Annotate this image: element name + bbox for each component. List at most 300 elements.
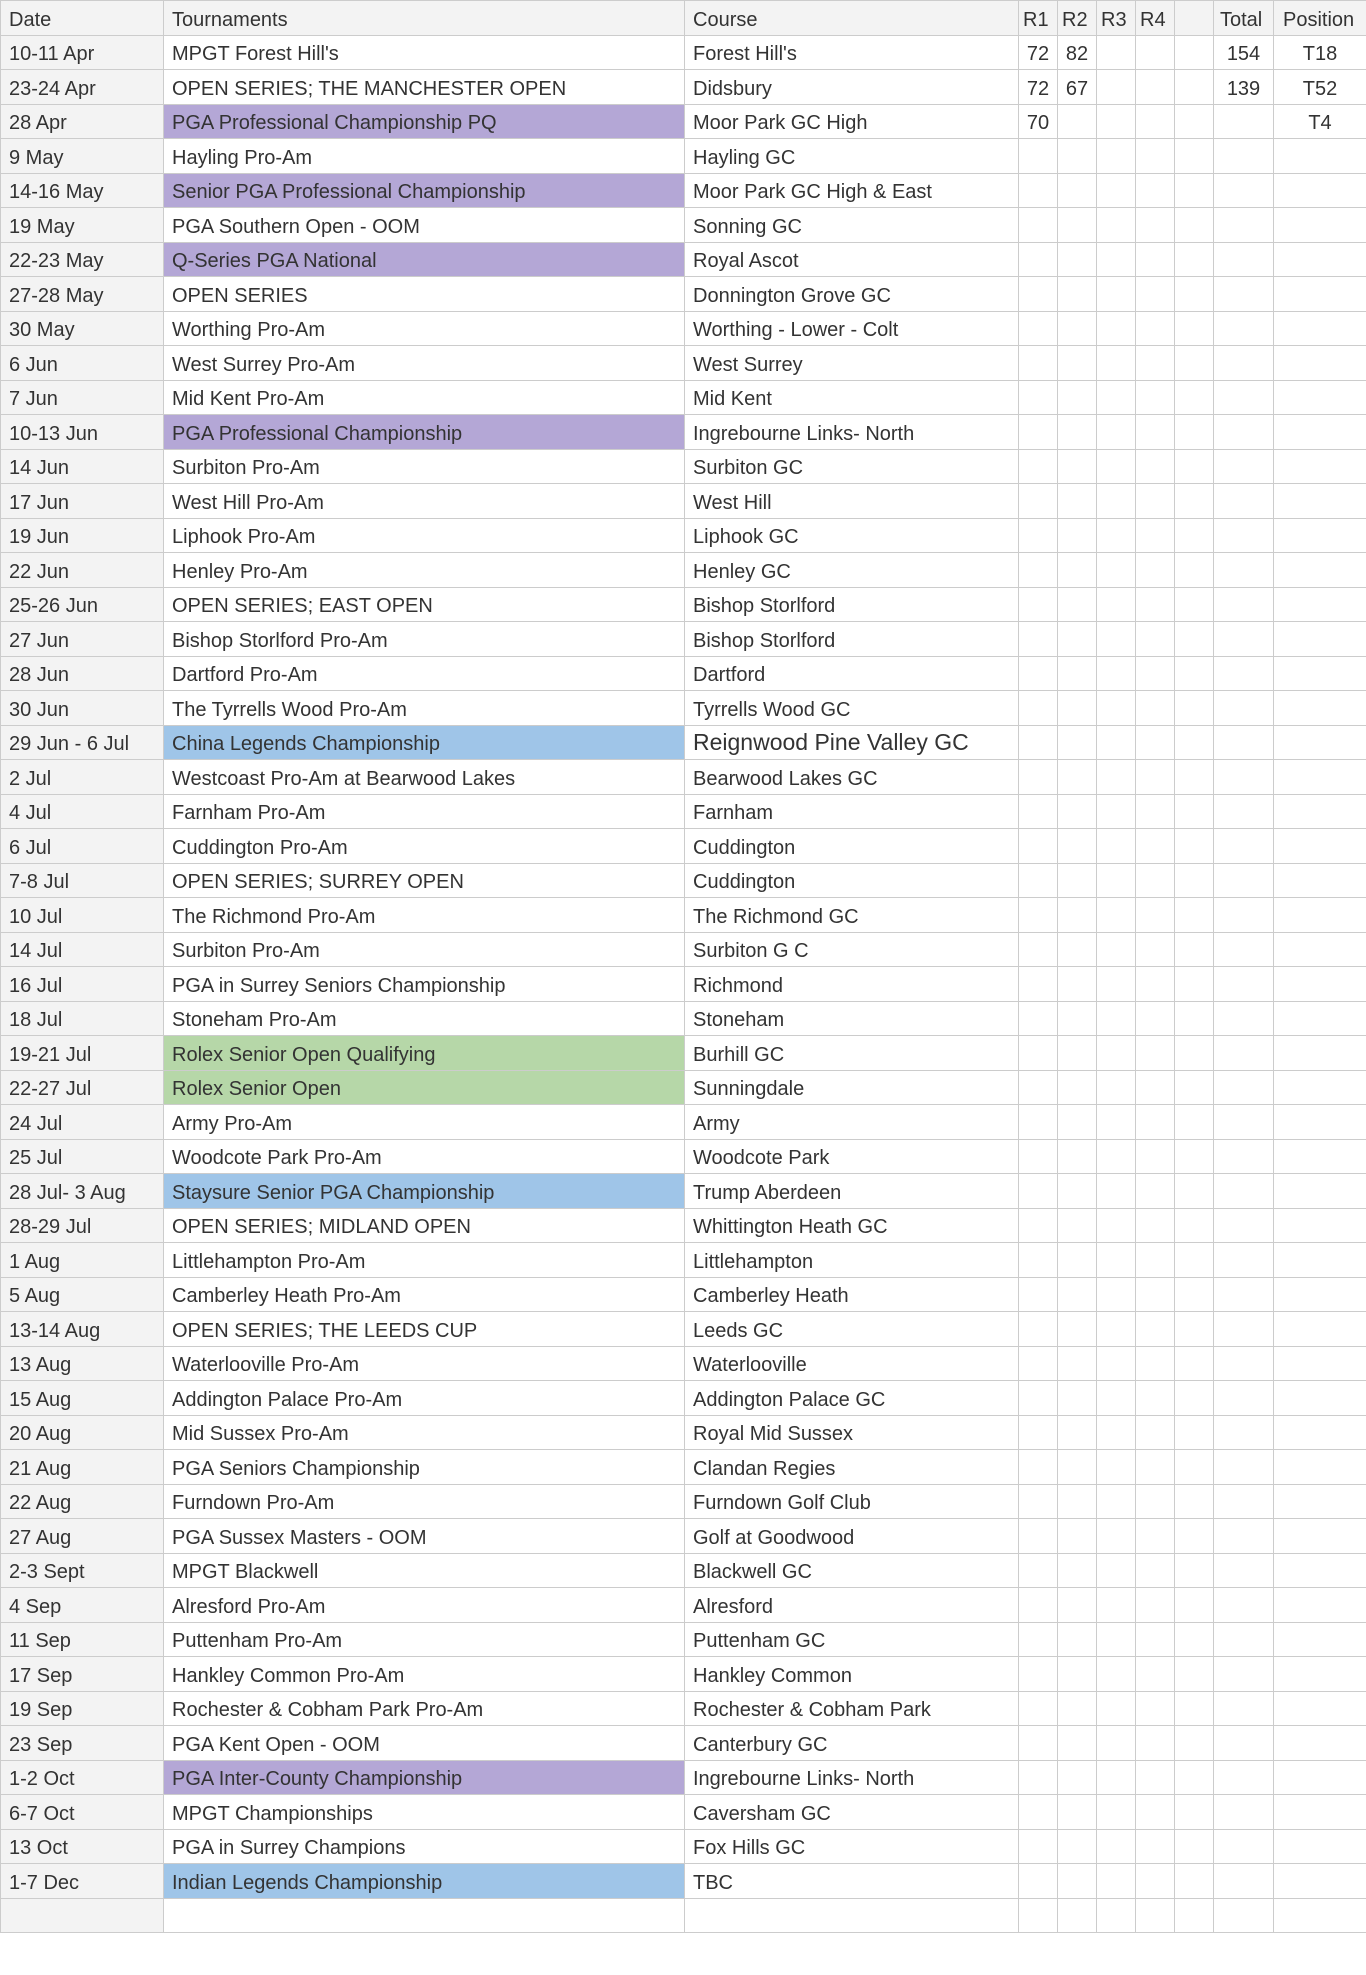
cell-blank[interactable] bbox=[1175, 139, 1214, 174]
cell-course[interactable]: Woodcote Park bbox=[685, 1139, 1019, 1174]
cell-position[interactable] bbox=[1274, 1346, 1366, 1381]
cell-r4[interactable] bbox=[1136, 484, 1175, 519]
cell-tournament[interactable]: Littlehampton Pro-Am bbox=[164, 1243, 685, 1278]
cell-r3[interactable] bbox=[1097, 1243, 1136, 1278]
cell-blank[interactable] bbox=[1175, 1898, 1214, 1933]
cell-r1[interactable] bbox=[1019, 1484, 1058, 1519]
cell-course[interactable]: Surbiton G C bbox=[685, 932, 1019, 967]
cell-total[interactable] bbox=[1214, 208, 1274, 243]
cell-blank[interactable] bbox=[1175, 967, 1214, 1002]
cell-course[interactable]: Stoneham bbox=[685, 1001, 1019, 1036]
cell-position[interactable] bbox=[1274, 449, 1366, 484]
cell-blank[interactable] bbox=[1175, 1726, 1214, 1761]
cell-date[interactable]: 22 Aug bbox=[1, 1484, 164, 1519]
header-blank[interactable] bbox=[1175, 1, 1214, 36]
cell-r2[interactable] bbox=[1058, 553, 1097, 588]
cell-blank[interactable] bbox=[1175, 1208, 1214, 1243]
cell-date[interactable]: 6 Jun bbox=[1, 346, 164, 381]
cell-course[interactable]: Golf at Goodwood bbox=[685, 1519, 1019, 1554]
cell-position[interactable] bbox=[1274, 1208, 1366, 1243]
cell-blank[interactable] bbox=[1175, 277, 1214, 312]
cell-total[interactable] bbox=[1214, 622, 1274, 657]
cell-date[interactable]: 11 Sep bbox=[1, 1622, 164, 1657]
cell-date[interactable]: 27 Jun bbox=[1, 622, 164, 657]
cell-r3[interactable] bbox=[1097, 622, 1136, 657]
cell-tournament[interactable]: Waterlooville Pro-Am bbox=[164, 1346, 685, 1381]
cell-r3[interactable] bbox=[1097, 1760, 1136, 1795]
cell-course[interactable]: Didsbury bbox=[685, 70, 1019, 105]
cell-r2[interactable] bbox=[1058, 1622, 1097, 1657]
cell-r3[interactable] bbox=[1097, 1691, 1136, 1726]
cell-date[interactable]: 13-14 Aug bbox=[1, 1312, 164, 1347]
cell-r4[interactable] bbox=[1136, 311, 1175, 346]
cell-r2[interactable] bbox=[1058, 967, 1097, 1002]
cell-course[interactable]: Addington Palace GC bbox=[685, 1381, 1019, 1416]
cell-r1[interactable] bbox=[1019, 1829, 1058, 1864]
cell-date[interactable]: 27 Aug bbox=[1, 1519, 164, 1554]
cell-total[interactable] bbox=[1214, 898, 1274, 933]
cell-r2[interactable] bbox=[1058, 1519, 1097, 1554]
cell-course[interactable]: Mid Kent bbox=[685, 380, 1019, 415]
cell-date[interactable]: 14 Jul bbox=[1, 932, 164, 967]
cell-total[interactable] bbox=[1214, 104, 1274, 139]
cell-course[interactable]: Rochester & Cobham Park bbox=[685, 1691, 1019, 1726]
cell-position[interactable] bbox=[1274, 1829, 1366, 1864]
cell-r4[interactable] bbox=[1136, 863, 1175, 898]
cell-position[interactable] bbox=[1274, 760, 1366, 795]
cell-r1[interactable] bbox=[1019, 1381, 1058, 1416]
cell-course[interactable]: Littlehampton bbox=[685, 1243, 1019, 1278]
cell-r2[interactable] bbox=[1058, 1760, 1097, 1795]
cell-course[interactable]: Whittington Heath GC bbox=[685, 1208, 1019, 1243]
cell-total[interactable] bbox=[1214, 277, 1274, 312]
cell-total[interactable] bbox=[1214, 863, 1274, 898]
cell-blank[interactable] bbox=[1175, 1553, 1214, 1588]
cell-r2[interactable] bbox=[1058, 1277, 1097, 1312]
cell-r3[interactable] bbox=[1097, 1105, 1136, 1140]
cell-date[interactable]: 30 May bbox=[1, 311, 164, 346]
cell-r3[interactable] bbox=[1097, 1829, 1136, 1864]
cell-blank[interactable] bbox=[1175, 656, 1214, 691]
cell-position[interactable] bbox=[1274, 829, 1366, 864]
cell-position[interactable] bbox=[1274, 1760, 1366, 1795]
cell-r1[interactable] bbox=[1019, 311, 1058, 346]
cell-r4[interactable] bbox=[1136, 449, 1175, 484]
cell-position[interactable] bbox=[1274, 1277, 1366, 1312]
cell-r4[interactable] bbox=[1136, 1415, 1175, 1450]
cell-total[interactable] bbox=[1214, 1588, 1274, 1623]
cell-blank[interactable] bbox=[1175, 1864, 1214, 1899]
cell-course[interactable]: Waterlooville bbox=[685, 1346, 1019, 1381]
cell-r2[interactable] bbox=[1058, 1864, 1097, 1899]
cell-r2[interactable] bbox=[1058, 380, 1097, 415]
cell-r4[interactable] bbox=[1136, 1864, 1175, 1899]
cell-position[interactable]: T18 bbox=[1274, 35, 1366, 70]
cell-r1[interactable] bbox=[1019, 1588, 1058, 1623]
cell-r3[interactable] bbox=[1097, 70, 1136, 105]
cell-r4[interactable] bbox=[1136, 587, 1175, 622]
cell-total[interactable] bbox=[1214, 415, 1274, 450]
header-r2[interactable]: R2 bbox=[1058, 1, 1097, 36]
cell-r3[interactable] bbox=[1097, 1588, 1136, 1623]
cell-r3[interactable] bbox=[1097, 1657, 1136, 1692]
cell-r4[interactable] bbox=[1136, 967, 1175, 1002]
cell-total[interactable] bbox=[1214, 760, 1274, 795]
cell-total[interactable] bbox=[1214, 1070, 1274, 1105]
cell-r2[interactable] bbox=[1058, 1036, 1097, 1071]
cell-blank[interactable] bbox=[1175, 1105, 1214, 1140]
cell-date[interactable]: 28 Jun bbox=[1, 656, 164, 691]
cell-date[interactable]: 22 Jun bbox=[1, 553, 164, 588]
cell-course[interactable]: Royal Mid Sussex bbox=[685, 1415, 1019, 1450]
cell-r4[interactable] bbox=[1136, 1277, 1175, 1312]
cell-position[interactable] bbox=[1274, 1898, 1366, 1933]
cell-r2[interactable] bbox=[1058, 794, 1097, 829]
cell-r3[interactable] bbox=[1097, 104, 1136, 139]
cell-r2[interactable] bbox=[1058, 1829, 1097, 1864]
cell-course[interactable]: Forest Hill's bbox=[685, 35, 1019, 70]
cell-position[interactable] bbox=[1274, 1312, 1366, 1347]
cell-r4[interactable] bbox=[1136, 1070, 1175, 1105]
cell-r3[interactable] bbox=[1097, 1484, 1136, 1519]
cell-position[interactable] bbox=[1274, 1622, 1366, 1657]
cell-date[interactable]: 24 Jul bbox=[1, 1105, 164, 1140]
cell-r3[interactable] bbox=[1097, 173, 1136, 208]
cell-total[interactable] bbox=[1214, 173, 1274, 208]
cell-course[interactable]: Blackwell GC bbox=[685, 1553, 1019, 1588]
cell-r4[interactable] bbox=[1136, 622, 1175, 657]
cell-course[interactable]: Clandan Regies bbox=[685, 1450, 1019, 1485]
cell-r4[interactable] bbox=[1136, 173, 1175, 208]
cell-total[interactable] bbox=[1214, 1036, 1274, 1071]
cell-total[interactable] bbox=[1214, 1553, 1274, 1588]
cell-r3[interactable] bbox=[1097, 1415, 1136, 1450]
cell-tournament[interactable]: Camberley Heath Pro-Am bbox=[164, 1277, 685, 1312]
cell-total[interactable] bbox=[1214, 242, 1274, 277]
cell-r1[interactable] bbox=[1019, 656, 1058, 691]
cell-total[interactable] bbox=[1214, 484, 1274, 519]
cell-r3[interactable] bbox=[1097, 1450, 1136, 1485]
cell-r4[interactable] bbox=[1136, 208, 1175, 243]
cell-blank[interactable] bbox=[1175, 346, 1214, 381]
cell-r3[interactable] bbox=[1097, 656, 1136, 691]
cell-r3[interactable] bbox=[1097, 1381, 1136, 1416]
cell-r1[interactable] bbox=[1019, 553, 1058, 588]
cell-total[interactable] bbox=[1214, 1346, 1274, 1381]
cell-r4[interactable] bbox=[1136, 1519, 1175, 1554]
cell-date[interactable]: 1-7 Dec bbox=[1, 1864, 164, 1899]
cell-position[interactable] bbox=[1274, 1795, 1366, 1830]
cell-total[interactable] bbox=[1214, 1450, 1274, 1485]
cell-date[interactable]: 29 Jun - 6 Jul bbox=[1, 725, 164, 760]
cell-r4[interactable] bbox=[1136, 242, 1175, 277]
cell-blank[interactable] bbox=[1175, 1829, 1214, 1864]
cell-position[interactable] bbox=[1274, 553, 1366, 588]
cell-date[interactable]: 17 Sep bbox=[1, 1657, 164, 1692]
cell-r2[interactable] bbox=[1058, 1381, 1097, 1416]
cell-blank[interactable] bbox=[1175, 622, 1214, 657]
cell-tournament[interactable]: Hayling Pro-Am bbox=[164, 139, 685, 174]
cell-r1[interactable] bbox=[1019, 760, 1058, 795]
cell-tournament[interactable]: Mid Kent Pro-Am bbox=[164, 380, 685, 415]
cell-tournament[interactable]: Surbiton Pro-Am bbox=[164, 932, 685, 967]
cell-blank[interactable] bbox=[1175, 1277, 1214, 1312]
cell-date[interactable]: 2 Jul bbox=[1, 760, 164, 795]
cell-r1[interactable] bbox=[1019, 208, 1058, 243]
cell-position[interactable] bbox=[1274, 415, 1366, 450]
header-r3[interactable]: R3 bbox=[1097, 1, 1136, 36]
cell-blank[interactable] bbox=[1175, 863, 1214, 898]
cell-blank[interactable] bbox=[1175, 587, 1214, 622]
cell-r1[interactable] bbox=[1019, 725, 1058, 760]
cell-blank[interactable] bbox=[1175, 311, 1214, 346]
cell-r3[interactable] bbox=[1097, 932, 1136, 967]
cell-tournament[interactable]: OPEN SERIES; EAST OPEN bbox=[164, 587, 685, 622]
cell-date[interactable]: 9 May bbox=[1, 139, 164, 174]
cell-course[interactable]: Cuddington bbox=[685, 863, 1019, 898]
cell-position[interactable] bbox=[1274, 898, 1366, 933]
cell-course[interactable]: Puttenham GC bbox=[685, 1622, 1019, 1657]
cell-tournament[interactable]: OPEN SERIES; SURREY OPEN bbox=[164, 863, 685, 898]
cell-r2[interactable] bbox=[1058, 725, 1097, 760]
cell-tournament[interactable]: MPGT Blackwell bbox=[164, 1553, 685, 1588]
cell-r2[interactable] bbox=[1058, 1795, 1097, 1830]
cell-total[interactable] bbox=[1214, 1208, 1274, 1243]
cell-date[interactable]: 14-16 May bbox=[1, 173, 164, 208]
cell-tournament[interactable]: The Tyrrells Wood Pro-Am bbox=[164, 691, 685, 726]
cell-tournament[interactable]: Surbiton Pro-Am bbox=[164, 449, 685, 484]
cell-date[interactable]: 25 Jul bbox=[1, 1139, 164, 1174]
cell-date[interactable]: 6-7 Oct bbox=[1, 1795, 164, 1830]
cell-total[interactable] bbox=[1214, 311, 1274, 346]
header-tournaments[interactable]: Tournaments bbox=[164, 1, 685, 36]
cell-course[interactable]: Reignwood Pine Valley GC bbox=[685, 725, 1019, 760]
cell-blank[interactable] bbox=[1175, 1346, 1214, 1381]
cell-blank[interactable] bbox=[1175, 1484, 1214, 1519]
cell-r1[interactable] bbox=[1019, 484, 1058, 519]
cell-date[interactable]: 13 Oct bbox=[1, 1829, 164, 1864]
cell-r1[interactable]: 70 bbox=[1019, 104, 1058, 139]
cell-r3[interactable] bbox=[1097, 898, 1136, 933]
cell-r2[interactable] bbox=[1058, 139, 1097, 174]
cell-r2[interactable] bbox=[1058, 1450, 1097, 1485]
cell-position[interactable] bbox=[1274, 1553, 1366, 1588]
cell-tournament[interactable]: Henley Pro-Am bbox=[164, 553, 685, 588]
header-r4[interactable]: R4 bbox=[1136, 1, 1175, 36]
cell-total[interactable] bbox=[1214, 518, 1274, 553]
cell-blank[interactable] bbox=[1175, 829, 1214, 864]
cell-r2[interactable] bbox=[1058, 484, 1097, 519]
cell-position[interactable] bbox=[1274, 932, 1366, 967]
cell-blank[interactable] bbox=[1175, 1657, 1214, 1692]
cell-date[interactable]: 10-11 Apr bbox=[1, 35, 164, 70]
cell-tournament[interactable]: Dartford Pro-Am bbox=[164, 656, 685, 691]
cell-tournament[interactable]: Senior PGA Professional Championship bbox=[164, 173, 685, 208]
cell-date[interactable]: 17 Jun bbox=[1, 484, 164, 519]
cell-total[interactable] bbox=[1214, 1484, 1274, 1519]
cell-r3[interactable] bbox=[1097, 518, 1136, 553]
cell-r4[interactable] bbox=[1136, 760, 1175, 795]
cell-tournament[interactable]: Farnham Pro-Am bbox=[164, 794, 685, 829]
cell-position[interactable] bbox=[1274, 518, 1366, 553]
cell-position[interactable] bbox=[1274, 346, 1366, 381]
cell-blank[interactable] bbox=[1175, 1139, 1214, 1174]
cell-course[interactable]: Army bbox=[685, 1105, 1019, 1140]
cell-course[interactable]: West Hill bbox=[685, 484, 1019, 519]
cell-r2[interactable] bbox=[1058, 1312, 1097, 1347]
cell-blank[interactable] bbox=[1175, 1450, 1214, 1485]
cell-total[interactable] bbox=[1214, 1864, 1274, 1899]
cell-position[interactable] bbox=[1274, 794, 1366, 829]
cell-total[interactable] bbox=[1214, 346, 1274, 381]
cell-r1[interactable] bbox=[1019, 691, 1058, 726]
cell-position[interactable] bbox=[1274, 242, 1366, 277]
cell-tournament[interactable]: Mid Sussex Pro-Am bbox=[164, 1415, 685, 1450]
cell-blank[interactable] bbox=[1175, 1381, 1214, 1416]
cell-course[interactable]: Dartford bbox=[685, 656, 1019, 691]
cell-tournament[interactable]: PGA in Surrey Seniors Championship bbox=[164, 967, 685, 1002]
cell-tournament[interactable]: Woodcote Park Pro-Am bbox=[164, 1139, 685, 1174]
cell-date[interactable]: 16 Jul bbox=[1, 967, 164, 1002]
cell-r2[interactable] bbox=[1058, 311, 1097, 346]
cell-r4[interactable] bbox=[1136, 1001, 1175, 1036]
cell-tournament[interactable]: Rochester & Cobham Park Pro-Am bbox=[164, 1691, 685, 1726]
cell-total[interactable] bbox=[1214, 1691, 1274, 1726]
cell-date[interactable]: 13 Aug bbox=[1, 1346, 164, 1381]
cell-r4[interactable] bbox=[1136, 1795, 1175, 1830]
cell-r1[interactable]: 72 bbox=[1019, 35, 1058, 70]
cell-total[interactable] bbox=[1214, 553, 1274, 588]
cell-r2[interactable] bbox=[1058, 1415, 1097, 1450]
cell-r2[interactable] bbox=[1058, 1588, 1097, 1623]
cell-date[interactable]: 1 Aug bbox=[1, 1243, 164, 1278]
cell-total[interactable] bbox=[1214, 967, 1274, 1002]
cell-date[interactable]: 15 Aug bbox=[1, 1381, 164, 1416]
cell-position[interactable]: T4 bbox=[1274, 104, 1366, 139]
cell-position[interactable] bbox=[1274, 1484, 1366, 1519]
cell-tournament[interactable] bbox=[164, 1898, 685, 1933]
header-position[interactable]: Position bbox=[1274, 1, 1366, 36]
cell-blank[interactable] bbox=[1175, 725, 1214, 760]
cell-course[interactable]: Hayling GC bbox=[685, 139, 1019, 174]
cell-tournament[interactable]: Stoneham Pro-Am bbox=[164, 1001, 685, 1036]
cell-r2[interactable] bbox=[1058, 104, 1097, 139]
cell-r4[interactable] bbox=[1136, 1243, 1175, 1278]
cell-r2[interactable] bbox=[1058, 656, 1097, 691]
cell-r3[interactable] bbox=[1097, 139, 1136, 174]
cell-total[interactable] bbox=[1214, 1795, 1274, 1830]
cell-r1[interactable] bbox=[1019, 1553, 1058, 1588]
cell-course[interactable]: TBC bbox=[685, 1864, 1019, 1899]
cell-position[interactable] bbox=[1274, 1864, 1366, 1899]
cell-course[interactable]: Bishop Storlford bbox=[685, 587, 1019, 622]
cell-r1[interactable] bbox=[1019, 1657, 1058, 1692]
cell-total[interactable] bbox=[1214, 1105, 1274, 1140]
cell-r4[interactable] bbox=[1136, 1105, 1175, 1140]
cell-r3[interactable] bbox=[1097, 35, 1136, 70]
cell-r4[interactable] bbox=[1136, 1622, 1175, 1657]
cell-position[interactable] bbox=[1274, 622, 1366, 657]
cell-position[interactable] bbox=[1274, 1381, 1366, 1416]
cell-course[interactable]: Bearwood Lakes GC bbox=[685, 760, 1019, 795]
cell-blank[interactable] bbox=[1175, 691, 1214, 726]
cell-r4[interactable] bbox=[1136, 346, 1175, 381]
cell-r3[interactable] bbox=[1097, 1001, 1136, 1036]
cell-r4[interactable] bbox=[1136, 1312, 1175, 1347]
cell-date[interactable]: 19-21 Jul bbox=[1, 1036, 164, 1071]
cell-course[interactable]: Richmond bbox=[685, 967, 1019, 1002]
cell-blank[interactable] bbox=[1175, 484, 1214, 519]
cell-position[interactable] bbox=[1274, 139, 1366, 174]
cell-r1[interactable] bbox=[1019, 449, 1058, 484]
cell-date[interactable]: 27-28 May bbox=[1, 277, 164, 312]
cell-tournament[interactable]: OPEN SERIES; MIDLAND OPEN bbox=[164, 1208, 685, 1243]
cell-r3[interactable] bbox=[1097, 449, 1136, 484]
cell-course[interactable]: Cuddington bbox=[685, 829, 1019, 864]
cell-r2[interactable] bbox=[1058, 208, 1097, 243]
cell-r1[interactable] bbox=[1019, 518, 1058, 553]
cell-r4[interactable] bbox=[1136, 794, 1175, 829]
cell-blank[interactable] bbox=[1175, 1174, 1214, 1209]
cell-tournament[interactable]: Westcoast Pro-Am at Bearwood Lakes bbox=[164, 760, 685, 795]
cell-course[interactable]: Caversham GC bbox=[685, 1795, 1019, 1830]
cell-r2[interactable] bbox=[1058, 518, 1097, 553]
cell-tournament[interactable]: OPEN SERIES; THE MANCHESTER OPEN bbox=[164, 70, 685, 105]
cell-r1[interactable] bbox=[1019, 794, 1058, 829]
cell-total[interactable] bbox=[1214, 829, 1274, 864]
cell-date[interactable]: 22-27 Jul bbox=[1, 1070, 164, 1105]
cell-position[interactable] bbox=[1274, 1450, 1366, 1485]
cell-r3[interactable] bbox=[1097, 1139, 1136, 1174]
cell-course[interactable]: Trump Aberdeen bbox=[685, 1174, 1019, 1209]
cell-tournament[interactable]: China Legends Championship bbox=[164, 725, 685, 760]
cell-position[interactable] bbox=[1274, 1174, 1366, 1209]
cell-blank[interactable] bbox=[1175, 1795, 1214, 1830]
cell-blank[interactable] bbox=[1175, 518, 1214, 553]
cell-position[interactable] bbox=[1274, 863, 1366, 898]
cell-r1[interactable] bbox=[1019, 139, 1058, 174]
cell-r1[interactable] bbox=[1019, 898, 1058, 933]
cell-blank[interactable] bbox=[1175, 70, 1214, 105]
cell-r4[interactable] bbox=[1136, 1036, 1175, 1071]
cell-tournament[interactable]: MPGT Championships bbox=[164, 1795, 685, 1830]
cell-course[interactable]: Henley GC bbox=[685, 553, 1019, 588]
cell-total[interactable] bbox=[1214, 1381, 1274, 1416]
cell-r1[interactable] bbox=[1019, 415, 1058, 450]
cell-course[interactable]: Tyrrells Wood GC bbox=[685, 691, 1019, 726]
cell-r3[interactable] bbox=[1097, 1346, 1136, 1381]
cell-r1[interactable] bbox=[1019, 1898, 1058, 1933]
cell-r4[interactable] bbox=[1136, 1381, 1175, 1416]
cell-r4[interactable] bbox=[1136, 380, 1175, 415]
cell-date[interactable]: 10-13 Jun bbox=[1, 415, 164, 450]
cell-r3[interactable] bbox=[1097, 208, 1136, 243]
cell-r1[interactable] bbox=[1019, 587, 1058, 622]
cell-r1[interactable] bbox=[1019, 932, 1058, 967]
cell-course[interactable]: The Richmond GC bbox=[685, 898, 1019, 933]
cell-r3[interactable] bbox=[1097, 380, 1136, 415]
cell-r4[interactable] bbox=[1136, 1691, 1175, 1726]
cell-r3[interactable] bbox=[1097, 829, 1136, 864]
cell-r4[interactable] bbox=[1136, 1208, 1175, 1243]
cell-r2[interactable] bbox=[1058, 1001, 1097, 1036]
cell-r2[interactable] bbox=[1058, 242, 1097, 277]
cell-r1[interactable] bbox=[1019, 1726, 1058, 1761]
cell-total[interactable] bbox=[1214, 1243, 1274, 1278]
cell-position[interactable] bbox=[1274, 484, 1366, 519]
cell-blank[interactable] bbox=[1175, 553, 1214, 588]
cell-date[interactable]: 28 Jul- 3 Aug bbox=[1, 1174, 164, 1209]
